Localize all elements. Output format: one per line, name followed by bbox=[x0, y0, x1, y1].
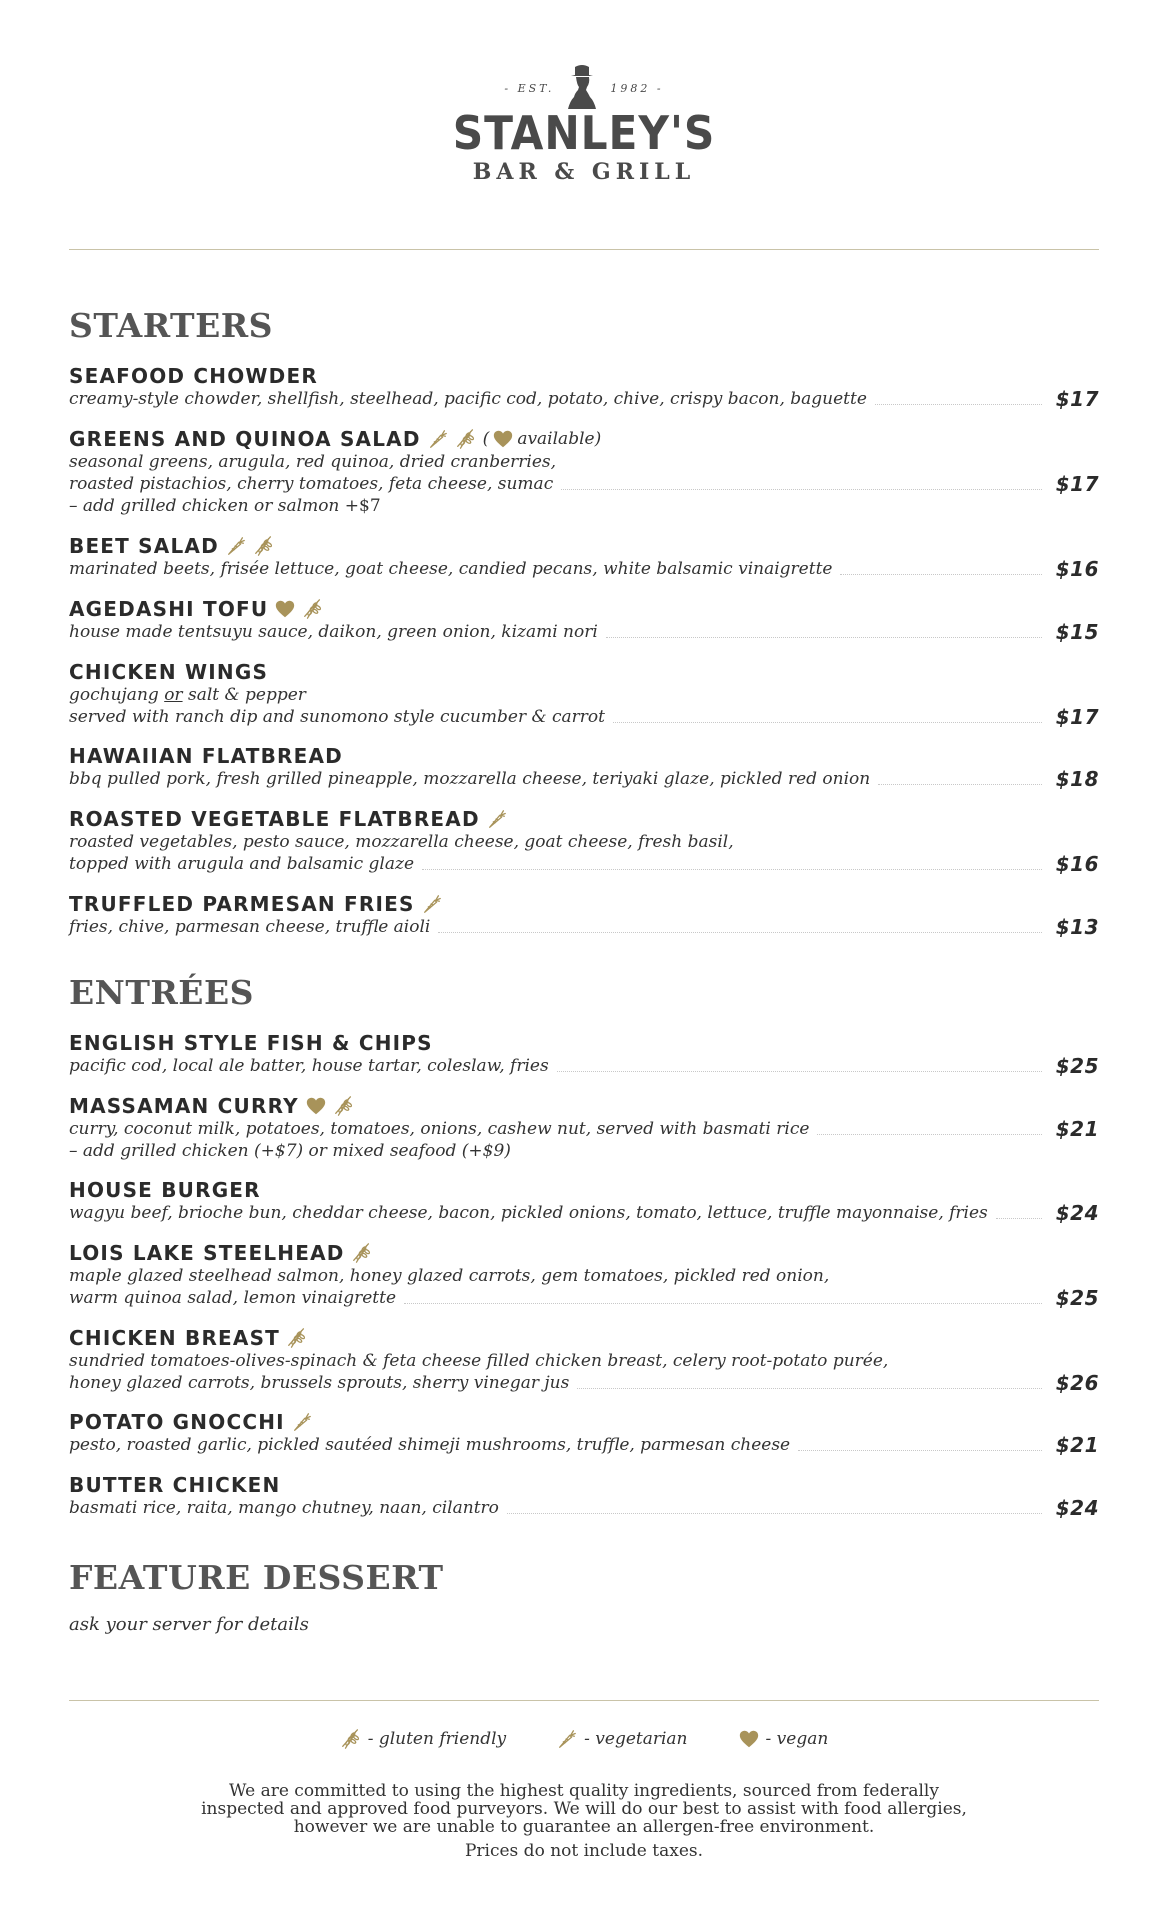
taxes-note: Prices do not include taxes. bbox=[464, 1841, 704, 1861]
item-description: curry, coconut milk, potatoes, tomatoes, onions, cashew nut, served with basmati rice bbox=[69, 1119, 810, 1139]
est-year: 1982 - bbox=[610, 81, 664, 95]
item-name: SEAFOOD CHOWDER bbox=[69, 364, 318, 388]
menu-item bbox=[69, 1473, 1099, 1519]
item-description: gochujang or salt & pepper bbox=[69, 685, 306, 705]
item-name: HAWAIIAN FLATBREAD bbox=[69, 744, 343, 768]
dot-leader bbox=[606, 637, 1042, 638]
dot-leader bbox=[561, 489, 1042, 490]
dot-leader bbox=[404, 1303, 1042, 1304]
menu-item bbox=[69, 534, 1099, 580]
dot-leader bbox=[577, 1388, 1041, 1389]
item-description: pacific cod, local ale batter, house tartar, coleslaw, fries bbox=[69, 1056, 549, 1076]
vegan-icon bbox=[274, 598, 296, 620]
item-description: served with ranch dip and sunomono style cucumber & carrot bbox=[69, 707, 605, 727]
item-price: $24 bbox=[1055, 1201, 1099, 1225]
menu-item bbox=[69, 1031, 1099, 1077]
restaurant-logo bbox=[69, 62, 1099, 186]
item-description: basmati rice, raita, mango chutney, naan, cilantro bbox=[69, 1498, 499, 1518]
dot-leader bbox=[817, 1134, 1041, 1135]
menu-item bbox=[69, 1178, 1099, 1224]
dot-leader bbox=[840, 574, 1041, 575]
gluten-friendly-icon bbox=[302, 598, 324, 620]
legend-vegetarian: - vegetarian bbox=[556, 1728, 687, 1750]
item-name: HOUSE BURGER bbox=[69, 1178, 261, 1202]
vegan-icon bbox=[305, 1095, 327, 1117]
item-name: AGEDASHI TOFU bbox=[69, 597, 269, 621]
vegan-icon bbox=[738, 1728, 760, 1750]
item-name: POTATO GNOCCHI bbox=[69, 1410, 285, 1434]
menu-item bbox=[69, 660, 1099, 728]
item-name: BUTTER CHICKEN bbox=[69, 1473, 281, 1497]
dietary-legend bbox=[69, 1728, 1099, 1750]
bottom-divider bbox=[69, 1700, 1099, 1701]
menu-item bbox=[69, 1241, 1099, 1309]
dot-leader bbox=[422, 869, 1042, 870]
menu-item bbox=[69, 1326, 1099, 1394]
feature-dessert-note: ask your server for details bbox=[69, 1614, 309, 1635]
menu-item bbox=[69, 807, 1099, 875]
feature-dessert-heading: FEATURE DESSERT bbox=[69, 1558, 444, 1597]
item-price: $21 bbox=[1055, 1433, 1099, 1457]
item-price: $17 bbox=[1055, 472, 1099, 496]
dot-leader bbox=[875, 404, 1042, 405]
vegetarian-icon bbox=[291, 1411, 313, 1433]
menu-item bbox=[69, 1094, 1099, 1162]
item-name: CHICKEN BREAST bbox=[69, 1326, 281, 1350]
dot-leader bbox=[507, 1513, 1042, 1514]
vegetarian-icon bbox=[427, 428, 449, 450]
item-price: $16 bbox=[1055, 852, 1099, 876]
item-description: topped with arugula and balsamic glaze bbox=[69, 854, 415, 874]
item-price: $25 bbox=[1055, 1286, 1099, 1310]
vegetarian-icon bbox=[556, 1728, 578, 1750]
item-price: $26 bbox=[1055, 1371, 1099, 1395]
item-description: roasted pistachios, cherry tomatoes, feta cheese, sumac bbox=[69, 474, 554, 494]
item-description: roasted vegetables, pesto sauce, mozzarella cheese, goat cheese, fresh basil, bbox=[69, 832, 734, 852]
vegan-available-note: ( available) bbox=[482, 429, 602, 449]
item-description: fries, chive, parmesan cheese, truffle aioli bbox=[69, 917, 431, 937]
restaurant-name: STANLEY'S bbox=[452, 106, 716, 160]
dot-leader bbox=[798, 1450, 1042, 1451]
item-price: $17 bbox=[1055, 387, 1099, 411]
menu-item bbox=[69, 892, 1099, 938]
menu-item bbox=[69, 364, 1099, 410]
legend-gluten-friendly: - gluten friendly bbox=[340, 1728, 506, 1750]
gluten-friendly-icon bbox=[340, 1728, 362, 1750]
item-name: LOIS LAKE STEELHEAD bbox=[69, 1241, 345, 1265]
menu-item bbox=[69, 744, 1099, 790]
gluten-friendly-icon bbox=[455, 428, 477, 450]
menu-item bbox=[69, 1410, 1099, 1456]
starters-heading: STARTERS bbox=[69, 306, 273, 345]
item-price: $21 bbox=[1055, 1117, 1099, 1141]
gluten-friendly-icon bbox=[286, 1327, 308, 1349]
item-description: pesto, roasted garlic, pickled sautéed shimeji mushrooms, truffle, parmesan cheese bbox=[69, 1435, 791, 1455]
item-price: $17 bbox=[1055, 705, 1099, 729]
vegetarian-icon bbox=[486, 808, 508, 830]
item-description: house made tentsuyu sauce, daikon, green onion, kizami nori bbox=[69, 622, 598, 642]
item-name: BEET SALAD bbox=[69, 534, 219, 558]
item-description: seasonal greens, arugula, red quinoa, dried cranberries, bbox=[69, 452, 557, 472]
item-price: $13 bbox=[1055, 915, 1099, 939]
vegan-icon bbox=[492, 428, 514, 450]
menu-item bbox=[69, 597, 1099, 643]
item-description: maple glazed steelhead salmon, honey glazed carrots, gem tomatoes, pickled red onion, bbox=[69, 1266, 830, 1286]
item-addon: – add grilled chicken (+$7) or mixed seafood (+$9) bbox=[69, 1141, 511, 1161]
item-description: wagyu beef, brioche bun, cheddar cheese, bacon, pickled onions, tomato, lettuce, truffle mayonnaise, fries bbox=[69, 1203, 988, 1223]
item-name: ENGLISH STYLE FISH & CHIPS bbox=[69, 1031, 433, 1055]
dot-leader bbox=[557, 1071, 1042, 1072]
disclaimer-line: however we are unable to guarantee an allergen-free environment. bbox=[293, 1817, 875, 1837]
restaurant-subtitle: BAR & GRILL bbox=[472, 159, 696, 185]
item-name: ROASTED VEGETABLE FLATBREAD bbox=[69, 807, 480, 831]
item-description: bbq pulled pork, fresh grilled pineapple, mozzarella cheese, teriyaki glaze, pickled red onion bbox=[69, 769, 871, 789]
est-label: - EST. bbox=[504, 81, 555, 95]
item-price: $15 bbox=[1055, 620, 1099, 644]
gluten-friendly-icon bbox=[333, 1095, 355, 1117]
item-price: $24 bbox=[1055, 1496, 1099, 1520]
vegetarian-icon bbox=[225, 535, 247, 557]
item-name: CHICKEN WINGS bbox=[69, 660, 269, 684]
entrees-heading: ENTRÉES bbox=[69, 973, 254, 1012]
dot-leader bbox=[438, 932, 1041, 933]
allergy-disclaimer bbox=[69, 1782, 1099, 1860]
item-price: $25 bbox=[1055, 1054, 1099, 1078]
dot-leader bbox=[996, 1218, 1042, 1219]
gluten-friendly-icon bbox=[253, 535, 275, 557]
legend-vegan: - vegan bbox=[738, 1728, 829, 1750]
item-addon: – add grilled chicken or salmon +$7 bbox=[69, 496, 381, 516]
item-name: GREENS AND QUINOA SALAD bbox=[69, 427, 421, 451]
dot-leader bbox=[613, 722, 1042, 723]
disclaimer-line: inspected and approved food purveyors. We will do our best to assist with food allergies, bbox=[201, 1799, 967, 1819]
item-description: warm quinoa salad, lemon vinaigrette bbox=[69, 1288, 397, 1308]
dot-leader bbox=[878, 784, 1042, 785]
vegetarian-icon bbox=[421, 893, 443, 915]
item-price: $16 bbox=[1055, 557, 1099, 581]
item-description: honey glazed carrots, brussels sprouts, sherry vinegar jus bbox=[69, 1373, 570, 1393]
item-description: marinated beets, frisée lettuce, goat cheese, candied pecans, white balsamic vinaigrette bbox=[69, 559, 833, 579]
item-name: MASSAMAN CURRY bbox=[69, 1094, 299, 1118]
gluten-friendly-icon bbox=[351, 1242, 373, 1264]
item-name: TRUFFLED PARMESAN FRIES bbox=[69, 892, 415, 916]
item-description: sundried tomatoes-olives-spinach & feta cheese filled chicken breast, celery root-potato purée, bbox=[69, 1351, 889, 1371]
item-price: $18 bbox=[1055, 767, 1099, 791]
top-divider bbox=[69, 249, 1099, 250]
item-description: creamy-style chowder, shellfish, steelhead, pacific cod, potato, chive, crispy bacon, baguette bbox=[69, 389, 867, 409]
menu-page bbox=[69, 0, 1099, 1920]
menu-item bbox=[69, 427, 1099, 517]
disclaimer-line: We are committed to using the highest quality ingredients, sourced from federally bbox=[229, 1781, 939, 1801]
